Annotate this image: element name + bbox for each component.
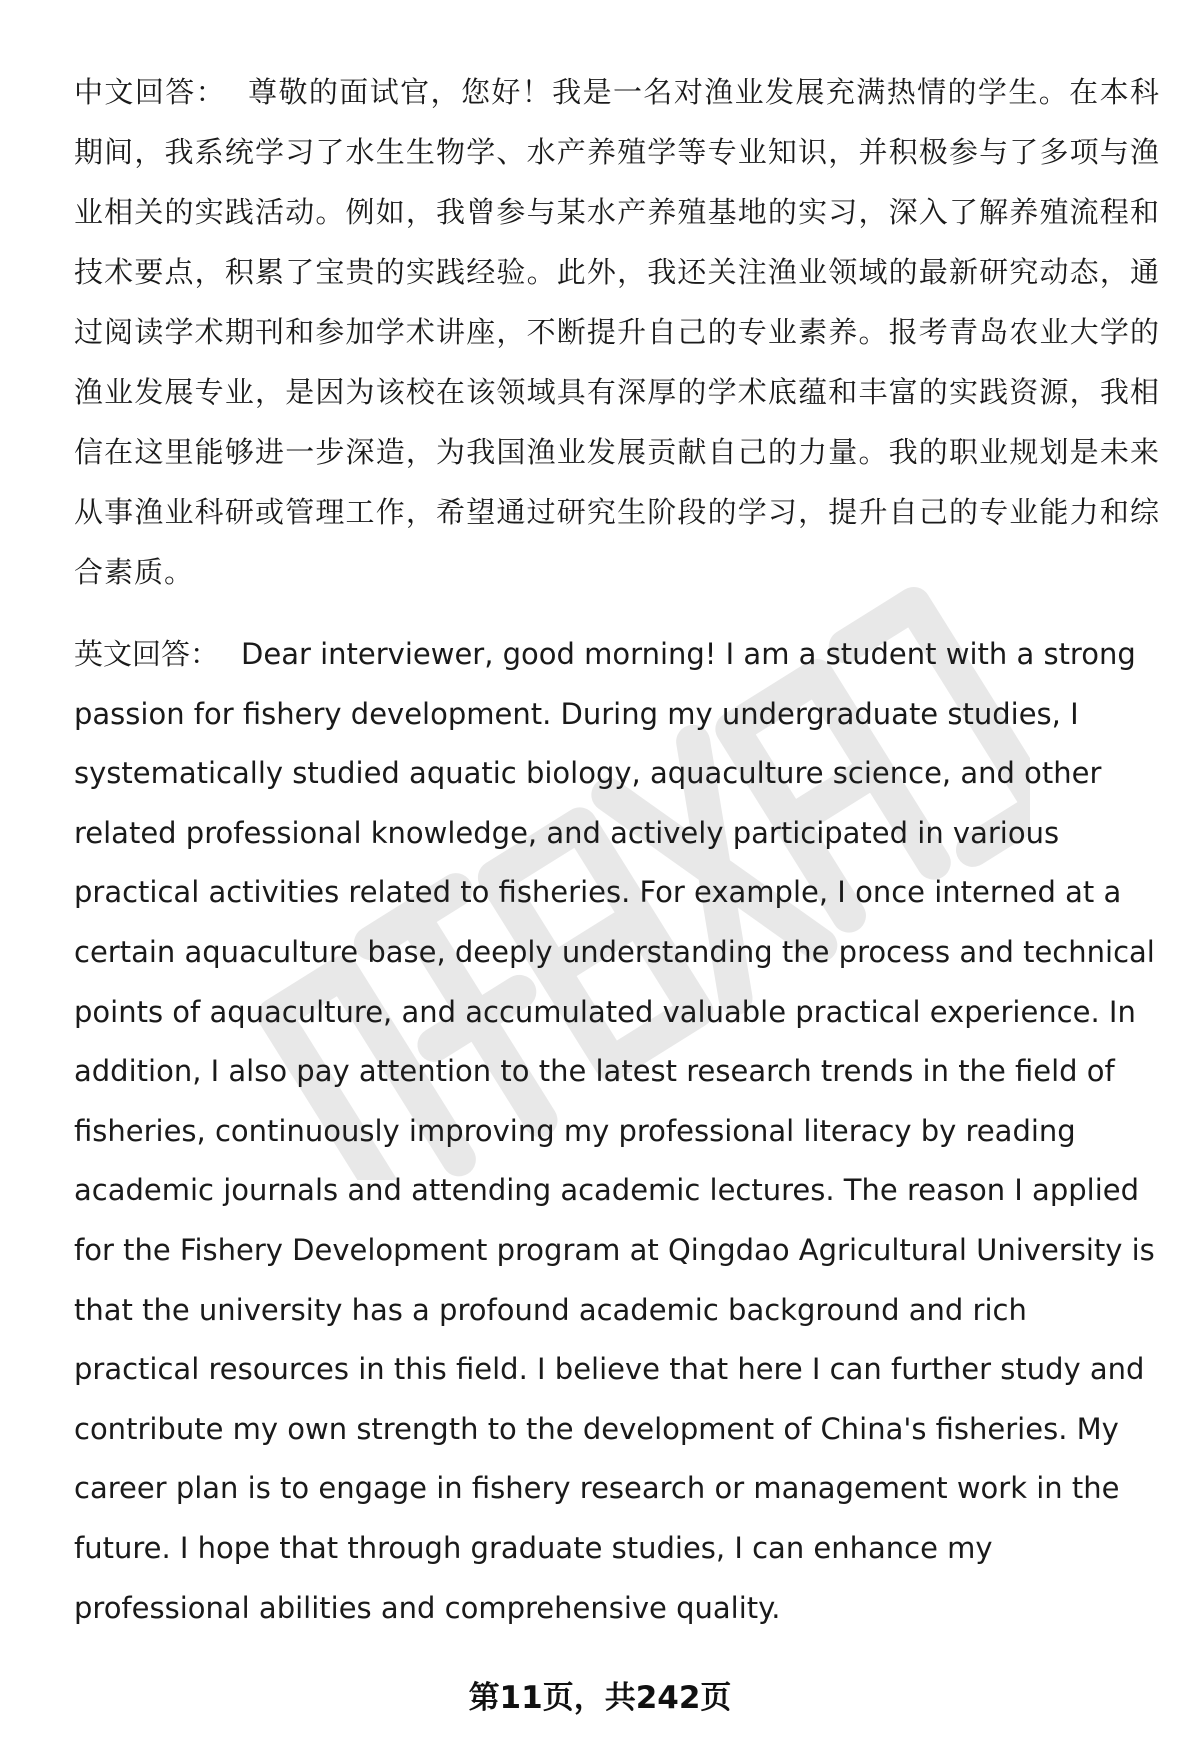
page-number-footer: 第11页，共242页 [468,1680,732,1716]
english-answer-text: Dear interviewer, good morning! I am a student with a strong passion for fishery development. During my undergraduate studies, I systematically studied aquatic biology, aquaculture science, and other related professional knowledge, and actively participated in various practical activities related to fisheries. For example, I once interned at a certain aquaculture base, deeply understanding the process and technical points of aquaculture, and accumulated valuable practical experience. In addition, I also pay attention to the latest research trends in the field of fisheries, continuously improving my professional literacy by reading academic journals and attending academic lectures. The reason I applied for the Fishery Development program at Qingdao Agricultural University is that the university has a profound academic background and rich practical resources in this field. I believe that here I can further study and contribute my own strength to the development of China's fisheries. My career plan is to engage in fishery research or management work in the future. I hope that through graduate studies, I can enhance my professional abilities and comprehensive quality. [74,637,1155,1625]
chinese-answer-paragraph [74,62,1160,602]
english-answer-paragraph [74,625,1160,1638]
chinese-answer-text: 尊敬的面试官，您好！我是一名对渔业发展充满热情的学生。在本科期间，我系统学习了水生生物学、水产养殖学等专业知识，并积极参与了多项与渔业相关的实践活动。例如，我曾参与某水产养殖基地的实习，深入了解养殖流程和技术要点，积累了宝贵的实践经验。此外，我还关注渔业领域的最新研究动态，通过阅读学术期刊和参加学术讲座，不断提升自己的专业素养。报考青岛农业大学的渔业发展专业，是因为该校在该领域具有深厚的学术底蕴和丰富的实践资源，我相信在这里能够进一步深造，为我国渔业发展贡献自己的力量。我的职业规划是未来从事渔业科研或管理工作，希望通过研究生阶段的学习，提升自己的专业能力和综合素质。 [74,75,1160,589]
english-answer-label: 英文回答： [74,637,220,671]
chinese-answer-label: 中文回答： [74,75,227,109]
